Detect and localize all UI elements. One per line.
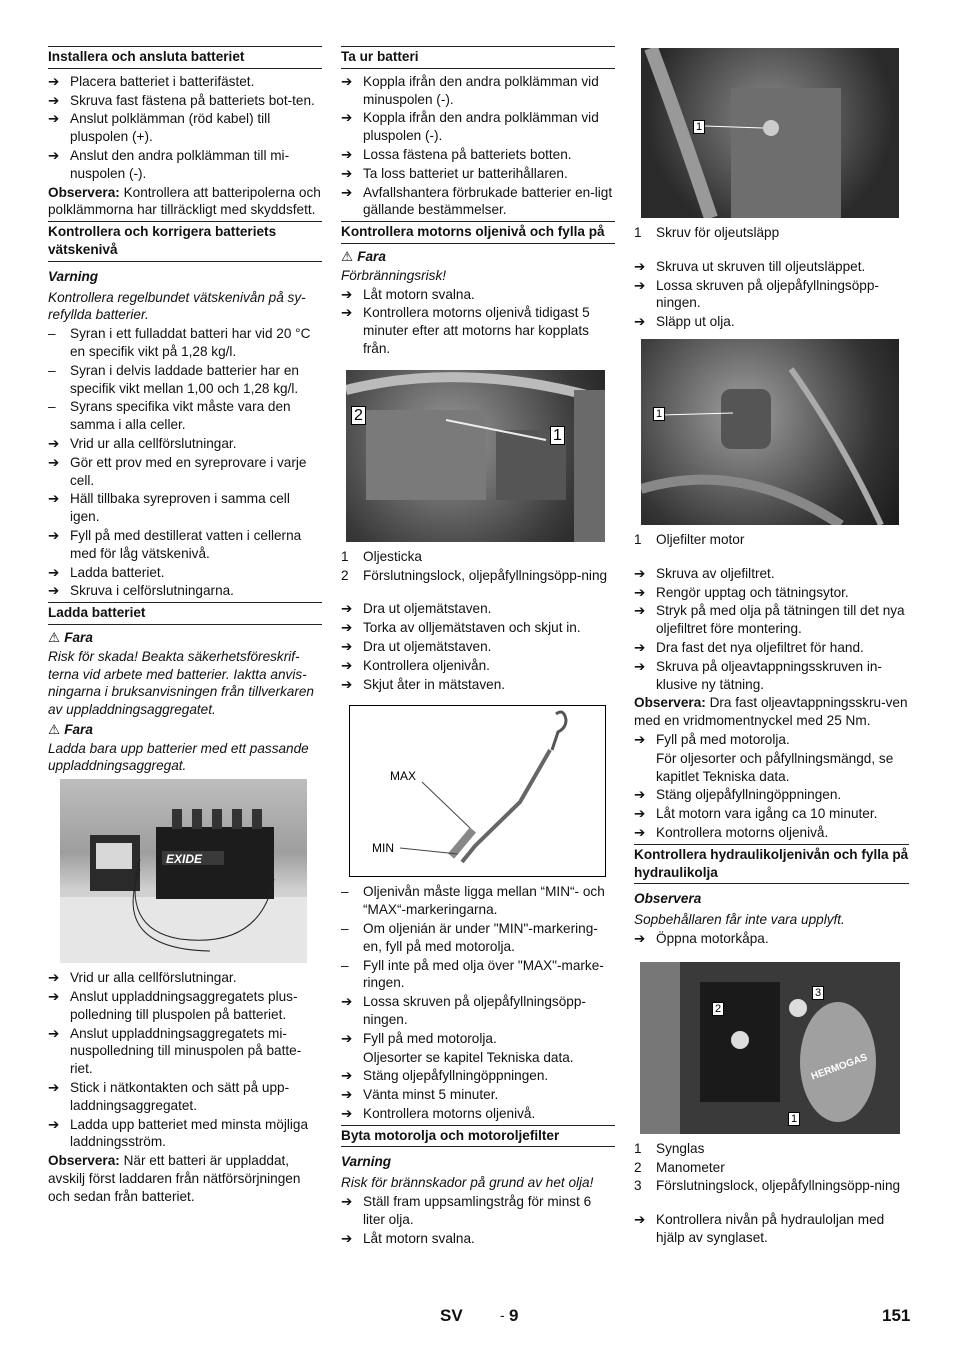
steps-remove xyxy=(341,73,615,219)
step-item xyxy=(341,146,615,164)
oil-filter-photo xyxy=(641,339,899,525)
item-text: Släpp ut olja. xyxy=(656,314,735,330)
heading-charge-battery: Ladda batteriet xyxy=(48,602,322,625)
steps-close xyxy=(341,1067,615,1122)
column-2 xyxy=(341,44,615,1248)
arrow-icon: ➔ xyxy=(48,73,60,89)
steps-install xyxy=(48,73,322,183)
step-item xyxy=(634,639,909,657)
step-item xyxy=(341,73,615,109)
drain-illustration xyxy=(641,48,899,218)
arrow-icon: ➔ xyxy=(634,277,646,293)
step-item xyxy=(341,184,615,220)
caption-text: Oljefilter motor xyxy=(656,531,745,547)
tank-label: HERMOGAS xyxy=(809,1051,869,1083)
footer-language: SV xyxy=(440,1306,463,1325)
item-text: Koppla ifrån den andra polklämman vid minuspolen (-). xyxy=(363,73,599,107)
heading-remove-battery: Ta ur batteri xyxy=(341,46,615,69)
arrow-icon: ➔ xyxy=(634,1212,646,1228)
arrow-icon: ➔ xyxy=(634,314,646,330)
item-text: Stäng oljepåfyllningöppningen. xyxy=(656,787,842,803)
item-text: Koppla ifrån den andra polklämman vid pluspolen (-). xyxy=(363,110,599,144)
oil-types-note: För oljesorter och påfyllningsmängd, se kapitlet Tekniska data. xyxy=(656,750,894,784)
photo-label: 2 xyxy=(351,406,366,425)
arrow-icon: ➔ xyxy=(48,1025,60,1041)
danger-text: Förbränningsrisk! xyxy=(341,267,447,283)
heading-install-battery: Installera och ansluta batteriet xyxy=(48,46,322,69)
photo-label: 1 xyxy=(788,1112,800,1126)
caption-item xyxy=(634,1177,909,1195)
dipstick-diagram xyxy=(349,705,606,877)
arrow-icon: ➔ xyxy=(341,1230,353,1246)
item-text: Torka av olljemätstaven och skjut in. xyxy=(363,620,581,636)
arrow-icon: ➔ xyxy=(48,970,60,986)
caption-text: Synglas xyxy=(656,1140,705,1156)
item-text: Syran i delvis laddade batterier har en specifik vikt mellan 1,00 och 1,28 kg/l. xyxy=(70,362,299,396)
item-text: Fyll på med motorolja. xyxy=(656,731,790,747)
item-text: Kontrollera motorns oljenivå. xyxy=(656,824,829,840)
filter-illustration xyxy=(641,339,899,525)
step-item xyxy=(48,454,322,490)
step-item xyxy=(634,602,909,638)
heading-hydraulic: Kontrollera hydraulikoljenivån och fylla på hydraulikolja xyxy=(634,844,909,885)
max-label: MAX xyxy=(390,769,417,784)
arrow-icon: ➔ xyxy=(634,930,646,946)
arrow-icon: ➔ xyxy=(48,92,60,108)
arrow-icon: ➔ xyxy=(48,583,60,599)
caption-number: 1 xyxy=(341,548,349,564)
arrow-icon: ➔ xyxy=(48,989,60,1005)
step-item xyxy=(48,147,322,183)
item-text: Kontrollera motorns oljenivå tidigast 5 minuter efter att motorns har kopplats från. xyxy=(363,305,590,356)
dash-item xyxy=(48,325,322,361)
steps-drain xyxy=(634,258,909,331)
steps-open xyxy=(634,930,909,948)
arrow-icon: ➔ xyxy=(341,1068,353,1084)
item-text: Syrans specifika vikt måste vara den samma i alla celler. xyxy=(70,399,291,433)
item-text: Skruva fast fästena på batteriets bot-ten. xyxy=(70,92,315,108)
caption-text: Förslutningslock, oljepåfyllningsöpp-ning xyxy=(656,1178,901,1194)
step-item xyxy=(341,993,615,1029)
item-text: Kontrollera motorns oljenivå. xyxy=(363,1105,536,1121)
step-item xyxy=(634,731,909,749)
steps-fluid xyxy=(48,435,322,600)
caption-number: 3 xyxy=(634,1178,642,1194)
item-text: Ladda batteriet. xyxy=(70,564,165,580)
dash-icon: – xyxy=(48,399,56,415)
dash-item xyxy=(341,920,615,956)
item-text: Ta loss batteriet ur batterihållaren. xyxy=(363,165,568,181)
item-text: Anslut polklämman (röd kabel) till pluspolen (+). xyxy=(70,111,271,145)
steps-prepare xyxy=(341,1193,615,1247)
warning-triangle-icon: ⚠ xyxy=(48,629,61,645)
arrow-icon: ➔ xyxy=(634,787,646,803)
item-text: Kontrollera oljenivån. xyxy=(363,657,490,673)
arrow-icon: ➔ xyxy=(634,565,646,581)
item-text: Ladda upp batteriet med minsta möjliga laddningsström. xyxy=(70,1116,309,1150)
engine-oil-photo xyxy=(346,370,605,542)
item-text: Skruva av oljefiltret. xyxy=(656,565,775,581)
arrow-icon: ➔ xyxy=(48,491,60,507)
observe-label: Observera xyxy=(634,891,702,907)
arrow-icon: ➔ xyxy=(634,658,646,674)
step-item xyxy=(48,73,322,91)
photo-captions xyxy=(634,1140,909,1195)
steps-fill xyxy=(634,731,909,749)
item-text: Gör ett prov med en syreprovare i varje cell. xyxy=(70,454,307,488)
arrow-icon: ➔ xyxy=(341,184,353,200)
steps-oil-check xyxy=(341,286,615,358)
arrow-icon: ➔ xyxy=(48,527,60,543)
item-text: Skjut åter in mätstaven. xyxy=(363,676,506,692)
dash-icon: – xyxy=(48,362,56,378)
dash-item xyxy=(48,362,322,398)
footer-page: 9 xyxy=(509,1306,519,1325)
arrow-icon: ➔ xyxy=(341,676,353,692)
arrow-icon: ➔ xyxy=(634,824,646,840)
item-text: Dra fast det nya oljefiltret för hand. xyxy=(656,639,864,655)
arrow-icon: ➔ xyxy=(341,165,353,181)
arrow-icon: ➔ xyxy=(341,305,353,321)
item-text: Vrid ur alla cellförslutningar. xyxy=(70,435,237,451)
hydraulic-illustration xyxy=(640,962,900,1134)
step-item xyxy=(341,600,615,618)
caption-item xyxy=(634,224,909,242)
item-text: Fyll inte på med olja över "MAX"-marke-ringen. xyxy=(363,957,604,991)
caption-item xyxy=(341,567,615,585)
item-text: Stick i nätkontakten och sätt på upp-laddningsaggregatet. xyxy=(70,1080,290,1113)
dash-item xyxy=(341,957,615,993)
step-item xyxy=(48,1079,322,1115)
danger-text-2: Ladda bara upp batterier med ett passande uppladdningsaggregat. xyxy=(48,740,309,774)
column-1 xyxy=(48,44,322,1207)
caption-text: Förslutningslock, oljepåfyllningsöpp-ning xyxy=(363,567,608,583)
arrow-icon: ➔ xyxy=(634,603,646,619)
item-text: Låt motorn svalna. xyxy=(363,286,475,302)
item-text: Anslut den andra polklämman till mi-nuspolen (-). xyxy=(70,147,290,181)
dash-item xyxy=(48,398,322,434)
step-item xyxy=(48,490,322,526)
caption-item xyxy=(341,548,615,566)
oil-level-rules xyxy=(341,883,615,992)
steps-sightglass xyxy=(634,1211,909,1247)
step-item xyxy=(341,638,615,656)
step-item xyxy=(341,1067,615,1085)
drain-screw-photo xyxy=(641,48,899,218)
step-item xyxy=(341,109,615,145)
step-item xyxy=(634,658,909,694)
heading-check-fluid: Kontrollera och korrigera batteriets vätskenivå xyxy=(48,221,322,262)
steps-finish xyxy=(634,786,909,841)
step-item xyxy=(48,527,322,563)
note-observe: Observera: Dra fast oljeavtappningsskru-ven med en vridmomentnyckel med 25 Nm. xyxy=(634,695,908,729)
caption-number: 1 xyxy=(634,1140,642,1156)
photo-label: 1 xyxy=(693,120,705,134)
arrow-icon: ➔ xyxy=(341,1087,353,1103)
arrow-icon: ➔ xyxy=(634,258,646,274)
step-item xyxy=(341,676,615,694)
item-text: Låt motorn vara igång ca 10 minuter. xyxy=(656,806,878,822)
dash-item xyxy=(341,883,615,919)
photo-label: 2 xyxy=(712,1002,724,1016)
step-item xyxy=(634,824,909,842)
item-text: Kontrollera nivån på hydrauloljan med hjälp av synglaset. xyxy=(656,1212,885,1245)
dash-icon: – xyxy=(341,920,349,936)
step-item xyxy=(341,304,615,357)
arrow-icon: ➔ xyxy=(634,584,646,600)
caption-text: Manometer xyxy=(656,1159,725,1175)
heading-change-oil: Byta motorolja och motoroljefilter xyxy=(341,1125,615,1148)
step-item xyxy=(48,988,322,1024)
arrow-icon: ➔ xyxy=(341,146,353,162)
caption-item xyxy=(634,1159,909,1177)
caption-number: 2 xyxy=(634,1159,642,1175)
note-observe-2: Observera: När ett batteri är uppladdat, avskilj först laddaren från nätförsörjningen och sedan från batteriet. xyxy=(48,1153,301,1204)
photo-captions xyxy=(634,531,909,549)
battery-charger-photo xyxy=(60,779,307,963)
step-item xyxy=(634,805,909,823)
step-item xyxy=(634,565,909,583)
item-text: Ställ fram uppsamlingstråg för minst 6 liter olja. xyxy=(363,1194,592,1227)
arrow-icon: ➔ xyxy=(341,657,353,673)
item-text: Placera batteriet i batterifästet. xyxy=(70,73,255,89)
item-text: Avfallshantera förbrukade batterier en-ligt gällande bestämmelser. xyxy=(363,184,613,218)
caption-number: 2 xyxy=(341,567,349,583)
oil-types-note: Oljesorter se kapitel Tekniska data. xyxy=(363,1049,574,1065)
footer-separator: - xyxy=(500,1307,505,1323)
dash-icon: – xyxy=(341,957,349,973)
arrow-icon: ➔ xyxy=(341,110,353,126)
dash-icon: – xyxy=(48,326,56,342)
arrow-icon: ➔ xyxy=(48,111,60,127)
caption-number: 1 xyxy=(634,531,642,547)
step-item xyxy=(634,258,909,276)
photo-captions xyxy=(634,224,909,242)
steps-filter xyxy=(634,565,909,694)
caption-number: 1 xyxy=(634,225,642,240)
item-text: Fyll på med motorolja. xyxy=(363,1030,497,1046)
step-item xyxy=(634,930,909,948)
step-item xyxy=(48,564,322,582)
step-item xyxy=(341,286,615,304)
item-text: Oljenivån måste ligga mellan “MIN“- och “MAX“-markeringarna. xyxy=(363,884,605,918)
step-item xyxy=(48,582,322,600)
hydraulic-photo xyxy=(640,962,900,1134)
step-item xyxy=(341,657,615,675)
min-label: MIN xyxy=(372,841,394,856)
engine-illustration xyxy=(346,370,605,542)
footer-total-page: 151 xyxy=(882,1306,911,1325)
step-item xyxy=(341,619,615,637)
item-text: Häll tillbaka syreproven i samma cell igen. xyxy=(70,491,290,525)
step-item xyxy=(48,1116,322,1152)
danger-label-1: ⚠ Fara xyxy=(48,629,93,645)
step-item xyxy=(634,313,909,331)
item-text: Låt motorn svalna. xyxy=(363,1230,475,1246)
photo-label: 3 xyxy=(812,986,824,1000)
warning-text: Kontrollera regelbundet vätskenivån på sy-refyllda batterier. xyxy=(48,289,306,323)
step-item xyxy=(48,435,322,453)
warning-text: Risk för brännskador på grund av het olja! xyxy=(341,1175,594,1191)
steps-dipstick xyxy=(341,600,615,693)
arrow-icon: ➔ xyxy=(48,564,60,580)
item-text: Skruva på oljeavtappningsskruven in-klusive ny tätning. xyxy=(656,658,882,692)
step-item xyxy=(341,1230,615,1248)
arrow-icon: ➔ xyxy=(48,435,60,451)
step-item xyxy=(341,165,615,183)
item-text: Lossa skruven på oljepåfyllningsöpp-ningen. xyxy=(363,994,586,1027)
warning-triangle-icon: ⚠ xyxy=(48,721,61,737)
warning-triangle-icon: ⚠ xyxy=(341,248,354,264)
heading-engine-oil: Kontrollera motorns oljenivå och fylla på xyxy=(341,221,615,244)
arrow-icon: ➔ xyxy=(48,454,60,470)
dipstick-illustration xyxy=(350,706,605,876)
dash-icon: – xyxy=(341,884,349,900)
item-text: Dra ut oljemätstaven. xyxy=(363,638,492,654)
item-text: Rengör upptag och tätningsytor. xyxy=(656,584,849,600)
arrow-icon: ➔ xyxy=(341,286,353,302)
step-item xyxy=(341,1086,615,1104)
danger-label: ⚠ Fara xyxy=(341,248,386,264)
step-item xyxy=(48,1025,322,1078)
arrow-icon: ➔ xyxy=(341,73,353,89)
arrow-icon: ➔ xyxy=(48,1116,60,1132)
item-text: Stryk på med olja på tätningen till det nya oljefiltret före montering. xyxy=(656,603,905,637)
item-text: Vrid ur alla cellförslutningar. xyxy=(70,970,237,986)
column-3 xyxy=(634,44,909,1248)
arrow-icon: ➔ xyxy=(48,147,60,163)
step-item xyxy=(48,969,322,987)
photo-label: 1 xyxy=(550,426,565,445)
arrow-icon: ➔ xyxy=(341,994,353,1010)
caption-item xyxy=(634,1140,909,1158)
danger-label-2: ⚠ Fara xyxy=(48,721,93,737)
steps-charge xyxy=(48,969,322,1151)
observe-text: Sopbehållaren får inte vara upplyft. xyxy=(634,912,845,928)
arrow-icon: ➔ xyxy=(341,1030,353,1046)
item-text: Vänta minst 5 minuter. xyxy=(363,1087,499,1103)
item-text: Öppna motorkåpa. xyxy=(656,930,769,946)
arrow-icon: ➔ xyxy=(634,806,646,822)
arrow-icon: ➔ xyxy=(48,1080,60,1096)
step-item xyxy=(341,1193,615,1229)
step-item xyxy=(48,110,322,146)
warning-label: Varning xyxy=(48,268,99,284)
caption-item xyxy=(634,531,909,549)
arrow-icon: ➔ xyxy=(341,601,353,617)
item-text: Syran i ett fulladdat batteri har vid 20 °C en specifik vikt på 1,28 kg/l. xyxy=(70,326,311,359)
arrow-icon: ➔ xyxy=(634,731,646,747)
item-text: Skruva ut skruven till oljeutsläppet. xyxy=(656,258,866,274)
item-text: Lossa fästena på batteriets botten. xyxy=(363,146,572,162)
item-text: Stäng oljepåfyllningöppningen. xyxy=(363,1068,549,1084)
photo-captions xyxy=(341,548,615,585)
step-item xyxy=(341,1105,615,1123)
item-text: Dra ut oljemätstaven. xyxy=(363,601,492,617)
step-item xyxy=(48,92,322,110)
photo-label: 1 xyxy=(653,407,665,421)
caption-text: Skruv för oljeutsläpp xyxy=(656,225,780,240)
step-item xyxy=(634,584,909,602)
step-item xyxy=(634,1211,909,1247)
item-text: Skruva i celförslutningarna. xyxy=(70,583,234,599)
item-text: Anslut uppladdningsaggregatets mi-nuspolledning till minuspolen på batte-riet. xyxy=(70,1025,302,1077)
danger-text-1: Risk för skada! Beakta säkerhetsföreskrif-terna vid arbete med batterier. Iaktta anvis-ningarna i bruksanvisningen från tillverkaren av uppladdningsaggregatet. xyxy=(48,648,314,718)
note-observe: Observera: Kontrollera att batteripolerna och polklämmorna har tillräckligt med skyddsfett. xyxy=(48,184,321,218)
arrow-icon: ➔ xyxy=(341,1105,353,1121)
acid-facts xyxy=(48,325,322,434)
battery-charger-illustration xyxy=(60,779,307,963)
arrow-icon: ➔ xyxy=(341,620,353,636)
arrow-icon: ➔ xyxy=(341,638,353,654)
step-item xyxy=(634,277,909,313)
arrow-icon: ➔ xyxy=(341,1194,353,1210)
step-item xyxy=(634,786,909,804)
item-text: Fyll på med destillerat vatten i cellerna med för låg vätskenivå. xyxy=(70,527,302,561)
item-text: Anslut uppladdningsaggregatets plus-polledning till pluspolen på batteriet. xyxy=(70,989,298,1022)
item-text: Om oljenián är under "MIN"-markering-en, fyll på med motorolja. xyxy=(363,920,598,954)
step-item xyxy=(341,1030,615,1048)
warning-label: Varning xyxy=(341,1154,392,1170)
steps-fill-oil xyxy=(341,993,615,1047)
arrow-icon: ➔ xyxy=(634,639,646,655)
item-text: Lossa skruven på oljepåfyllningsöpp-ningen. xyxy=(656,277,879,311)
battery-brand-label: EXIDE xyxy=(166,852,203,867)
caption-text: Oljesticka xyxy=(363,548,422,564)
